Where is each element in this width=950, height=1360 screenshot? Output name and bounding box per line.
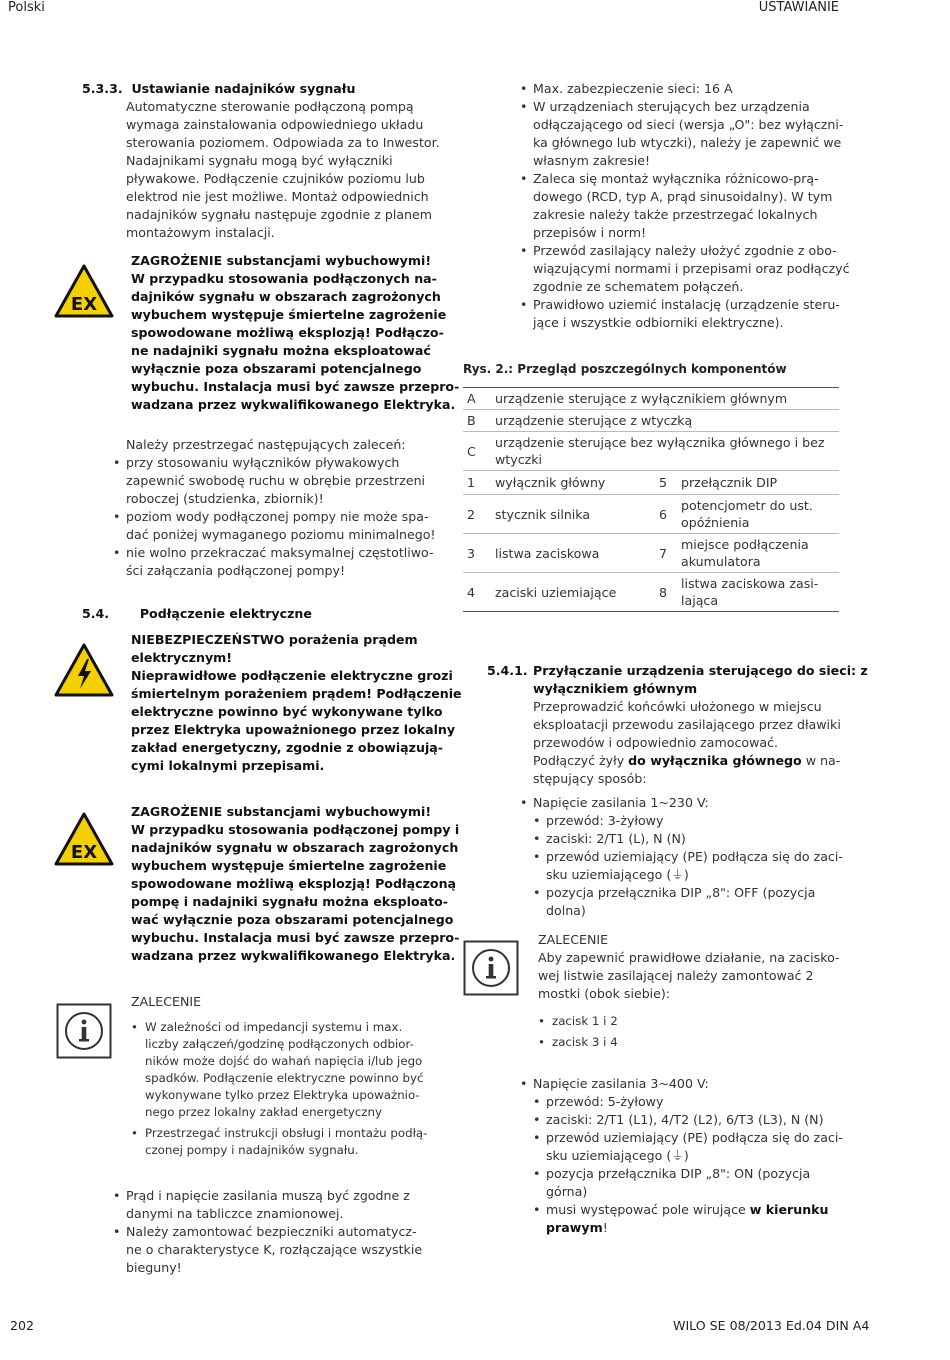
section-body: Przeprowadzić końcówki ułożonego w miejscu eksploatacji przewodu zasilającego przez dławiki przewodów i odpowiednio zamocować. Podłączyć żyły do wyłącznika głównego w na- stępujący sposób: <box>533 699 841 786</box>
table-row: C urządzenie sterujące bez wyłącznika głównego i bez wtyczki <box>463 432 839 471</box>
explosion-warning-icon <box>54 264 114 318</box>
danger-title: NIEBEZPIECZEŃSTWO porażenia prądem <box>131 632 418 647</box>
explosion-warning-text <box>131 252 459 414</box>
text-line: spowodowane możliwą eksplozją! Podłączo- <box>131 325 444 340</box>
info-icon <box>463 940 519 996</box>
power-requirements-list <box>113 1187 422 1277</box>
connect-line: Podłączyć żyły do wyłącznika głównego w na- <box>533 753 841 768</box>
text-line: sterowania poziomem. Odpowiada za to Inwestor. <box>126 135 440 150</box>
section-heading: Podłączenie elektryczne <box>139 606 312 621</box>
table-row: 4 zaciski uziemiające 8 listwa zaciskowa zasi-lająca <box>463 573 839 612</box>
header-language: Polski <box>8 0 45 15</box>
section-title: 5.4.1. Przyłączanie urządzenia sterującego do sieci: z wyłącznikiem głównym <box>487 663 868 696</box>
text-line: wybuchu. Instalacja musi być zawsze przepro- <box>131 930 460 945</box>
voltage-400-block <box>520 1075 843 1237</box>
text-line: pływakowe. Podłączenie czujników poziomu lub <box>126 171 425 186</box>
list-item: • zacisk 3 i 4 <box>538 1034 618 1051</box>
list-item: • pozycja przełącznika DIP „8": ON (pozycja górna) <box>533 1165 843 1201</box>
section-5-4-title <box>82 605 312 623</box>
recommendations-intro: Należy przestrzegać następujących zaleceń: <box>126 437 406 452</box>
warning-title: ZAGROŻENIE substancjami wybuchowymi! <box>131 804 432 819</box>
table-row: 3 listwa zaciskowa 7 miejsce podłączenia akumulatora <box>463 534 839 573</box>
text-line: elektryczne powinno być wykonywane tylko <box>131 704 443 719</box>
text-line: Nadajnikami sygnału mogą być wyłączniki <box>126 153 393 168</box>
bridge-list <box>538 1013 618 1051</box>
note-title: ZALECENIE <box>131 994 202 1009</box>
list-item: • przewód: 3-żyłowy <box>533 812 843 830</box>
list-item: • Przewód zasilający należy ułożyć zgodnie z obo- wiązującymi normami i przepisami oraz podłączyć zgodnie ze schematem połączeń. <box>520 242 850 296</box>
figure-label: Rys. 2.: <box>463 362 514 376</box>
section-title <box>82 80 440 98</box>
figure-title: Przegląd poszczególnych komponentów <box>517 362 787 376</box>
sub-list <box>533 812 843 920</box>
electric-hazard-icon <box>54 643 114 697</box>
section-heading: Ustawianie nadajników sygnału <box>131 81 356 96</box>
text-line: cymi lokalnymi przepisami. <box>131 758 325 773</box>
electric-danger-text <box>131 631 462 775</box>
list-item: • Napięcie zasilania 3~400 V: • przewód: 5-żyłowy • zaciski: 2/T1 (L1), 4/T2 (L2), 6/T3 (L3), N (N) • przewód uziemiający (PE) podłącza się do zaci- sku uziemiającego (⏚) • pozycja przełącznika DIP „8": ON (pozycja górna) • musi występować pole wirujące w kierunku prawym! <box>520 1075 843 1237</box>
text-line: wybuchem występuje śmiertelne zagrożenie <box>131 858 447 873</box>
text-line: Automatyczne sterowanie podłączoną pompą <box>126 99 414 114</box>
explosion-warning-text-2 <box>131 803 459 965</box>
list-item: • zaciski: 2/T1 (L1), 4/T2 (L2), 6/T3 (L3), N (N) <box>533 1111 843 1129</box>
table-row: B urządzenie sterujące z wtyczką <box>463 410 839 432</box>
ex-label: EX <box>70 842 98 863</box>
list-item: • zacisk 1 i 2 <box>538 1013 618 1030</box>
list-item: • przewód uziemiający (PE) podłącza się do zaci- sku uziemiającego (⏚) <box>533 848 843 884</box>
list-item: • musi występować pole wirujące w kierunku prawym! <box>533 1201 843 1237</box>
text-line: śmiertelnym porażeniem prądem! Podłączenie <box>131 686 462 701</box>
section-number: 5.3.3. <box>82 81 123 96</box>
ex-label: EX <box>70 294 98 315</box>
list-item: • pozycja przełącznika DIP „8": OFF (pozycja dolna) <box>533 884 843 920</box>
components-table <box>463 387 839 612</box>
list-item: • Max. zabezpieczenie sieci: 16 A <box>520 80 850 98</box>
text-line: W przypadku stosowania podłączonych na- <box>131 271 437 286</box>
section-body <box>82 98 440 242</box>
info-icon <box>56 1003 112 1059</box>
list-item: • Przestrzegać instrukcji obsługi i montażu podłą- czonej pompy i nadajników sygnału. <box>131 1125 427 1159</box>
note-list <box>131 1019 427 1159</box>
section-number: 5.4. <box>82 606 110 621</box>
text-line: wymaga zainstalowania odpowiedniego układu <box>126 117 424 132</box>
note-recommendation <box>131 993 201 1011</box>
recommendations <box>113 436 436 580</box>
section-5-4-1 <box>487 662 868 788</box>
table-row: A urządzenie sterujące z wyłącznikiem głównym <box>463 388 839 410</box>
text-line: nadajników sygnału w obszarach zagrożonych <box>131 840 459 855</box>
list-item: • Prąd i napięcie zasilania muszą być zgodne z danymi na tabliczce znamionowej. <box>113 1187 422 1223</box>
text-line: spowodowane możliwą eksplozją! Podłączoną <box>131 876 457 891</box>
list-item: • nie wolno przekraczać maksymalnej częstotliwo- ści załączania podłączonej pompy! <box>113 544 436 580</box>
list-item: • przy stosowaniu wyłączników pływakowych zapewnić swobodę ruchu w obrębie przestrzeni roboczej (studzienka, zbiornik)! <box>113 454 436 508</box>
text-line: dajników sygnału w obszarach zagrożonych <box>131 289 441 304</box>
text-line: przez Elektryka upoważnionego przez lokalny <box>131 722 456 737</box>
text-line: zakład energetyczny, zgodnie z obowiązują- <box>131 740 444 755</box>
note-recommendation-2: ZALECENIE Aby zapewnić prawidłowe działanie, na zacisko- wej listwie zasilającej należy zamontować 2 mostki (obok siebie): <box>538 932 840 1001</box>
text-line: pompę i nadajniki sygnału można eksploato- <box>131 894 449 909</box>
list-item: • W urządzeniach sterujących bez urządzenia odłączającego od sieci (wersja „O": bez wyłączni- ka głównego lub wtyczki), należy je zapewnić we własnym zakresie! <box>520 98 850 170</box>
text-line: Nieprawidłowe podłączenie elektryczne grozi <box>131 668 453 683</box>
list-item: • Należy zamontować bezpieczniki automatycz- ne o charakterystyce K, rozłączające wszystkie bieguny! <box>113 1223 422 1277</box>
section-number: 5.4.1. <box>487 663 528 678</box>
list-item: • zaciski: 2/T1 (L), N (N) <box>533 830 843 848</box>
list-item: • poziom wody podłączonej pompy nie może spa- dać poniżej wymaganego poziomu minimalnego! <box>113 508 436 544</box>
note-title: ZALECENIE <box>538 932 609 947</box>
table-row: 2 stycznik silnika 6 potencjometr do ust. opóźnienia <box>463 495 839 534</box>
text-line: ne nadajniki sygnału można eksploatować <box>131 343 431 358</box>
list-item: • W zależności od impedancji systemu i max. liczby załączeń/godzinę podłączonych odbior- ników może dojść do wahań napięcia i/lub jego spadków. Podłączenie elektryczne powinno być wykonywane tylko przez Elektryka upoważnio- nego przez lokalny zakład energetyczny <box>131 1019 427 1121</box>
text-line: wać wyłącznie poza obszarami potencjalnego <box>131 912 454 927</box>
list-item: • Zaleca się montaż wyłącznika różnicowo-prą- dowego (RCD, typ A, prąd sinusoidalny). W tym zakresie należy także przestrzegać lokalnych przepisów i norm! <box>520 170 850 242</box>
text-line: W przypadku stosowania podłączonej pompy i <box>131 822 460 837</box>
page-number: 202 <box>10 1318 35 1333</box>
text-line: montażowym instalacji. <box>126 225 275 240</box>
text-line: wybuchu. Instalacja musi być zawsze przepro- <box>131 379 460 394</box>
text-line: wadzana przez wykwalifikowanego Elektryka. <box>131 397 456 412</box>
text-line: elektrod nie jest możliwe. Montaż odpowiednich <box>126 189 429 204</box>
footer-document-id: WILO SE 08/2013 Ed.04 DIN A4 <box>673 1318 870 1333</box>
table-row: 1 wyłącznik główny 5 przełącznik DIP <box>463 471 839 495</box>
recommendations-list <box>113 454 436 580</box>
warning-title: ZAGROŻENIE substancjami wybuchowymi! <box>131 253 432 268</box>
section-5-3-3 <box>82 80 440 242</box>
list-item: • przewód: 5-żyłowy <box>533 1093 843 1111</box>
list-item: • Napięcie zasilania 1~230 V: • przewód: 3-żyłowy • zaciski: 2/T1 (L), N (N) • przewód uziemiający (PE) podłącza się do zaci- sku uziemiającego (⏚) • pozycja przełącznika DIP „8": OFF (pozycja dolna) <box>520 794 843 920</box>
header-section: USTAWIANIE <box>758 0 839 15</box>
list-item: • przewód uziemiający (PE) podłącza się do zaci- sku uziemiającego (⏚) <box>533 1129 843 1165</box>
text-line: wyłącznie poza obszarami potencjalnego <box>131 361 422 376</box>
network-requirements-list <box>520 80 850 332</box>
explosion-warning-icon <box>54 812 114 866</box>
figure-caption <box>463 362 787 376</box>
voltage-230-block <box>520 794 843 920</box>
sub-list <box>533 1093 843 1237</box>
text-line: wybuchem występuje śmiertelne zagrożenie <box>131 307 447 322</box>
text-line: wadzana przez wykwalifikowanego Elektryka. <box>131 948 456 963</box>
text-line: nadajników sygnału następuje zgodnie z planem <box>126 207 433 222</box>
page-header <box>0 0 950 20</box>
text-line: elektrycznym! <box>131 650 233 665</box>
list-item: • Prawidłowo uziemić instalację (urządzenie steru- jące i wszystkie odbiorniki elektryczne). <box>520 296 850 332</box>
